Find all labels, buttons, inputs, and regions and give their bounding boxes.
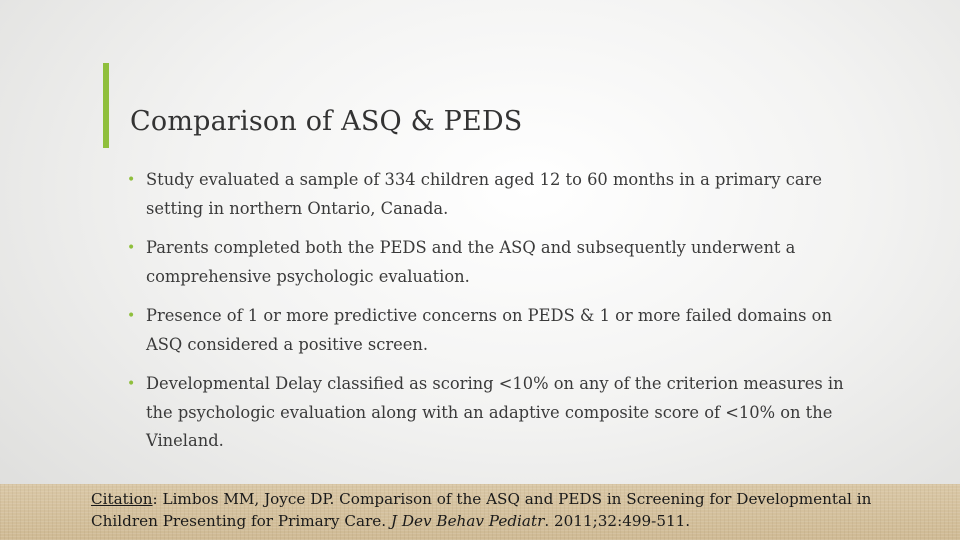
bullet-text: Study evaluated a sample of 334 children aged 12 to 60 months in a primary care setting in northern Ontario, Canada.: [146, 170, 822, 218]
bullet-item: [127, 166, 872, 223]
bullet-dot-icon: •: [127, 308, 136, 324]
citation: [91, 488, 881, 532]
title-accent-bar: [103, 63, 109, 148]
citation-details: . 2011;32:499-511.: [544, 512, 691, 530]
slide-title: Comparison of ASQ & PEDS: [130, 106, 523, 137]
bullet-dot-icon: •: [127, 240, 136, 256]
bullet-item: [127, 234, 872, 291]
bullet-item: [127, 302, 872, 359]
bullet-text: Presence of 1 or more predictive concerns on PEDS & 1 or more failed domains on ASQ considered a positive screen.: [146, 306, 832, 354]
bullet-list: [127, 166, 872, 467]
citation-separator: :: [152, 490, 163, 508]
bullet-text: Developmental Delay classified as scoring <10% on any of the criterion measures in the psychologic evaluation along with an adaptive composite score of <10% on the Vineland.: [146, 374, 844, 450]
bullet-item: [127, 370, 872, 456]
bullet-dot-icon: •: [127, 376, 136, 392]
bullet-text: Parents completed both the PEDS and the ASQ and subsequently underwent a comprehensive psychologic evaluation.: [146, 238, 796, 286]
bullet-dot-icon: •: [127, 172, 136, 188]
citation-label: Citation: [91, 490, 153, 508]
citation-journal: J Dev Behav Pediatr: [390, 512, 545, 530]
citation-authors-title: Limbos MM, Joyce DP. Comparison of the ASQ and PEDS in Screening for Developmental in Children Presenting for Primary Care.: [91, 490, 872, 530]
